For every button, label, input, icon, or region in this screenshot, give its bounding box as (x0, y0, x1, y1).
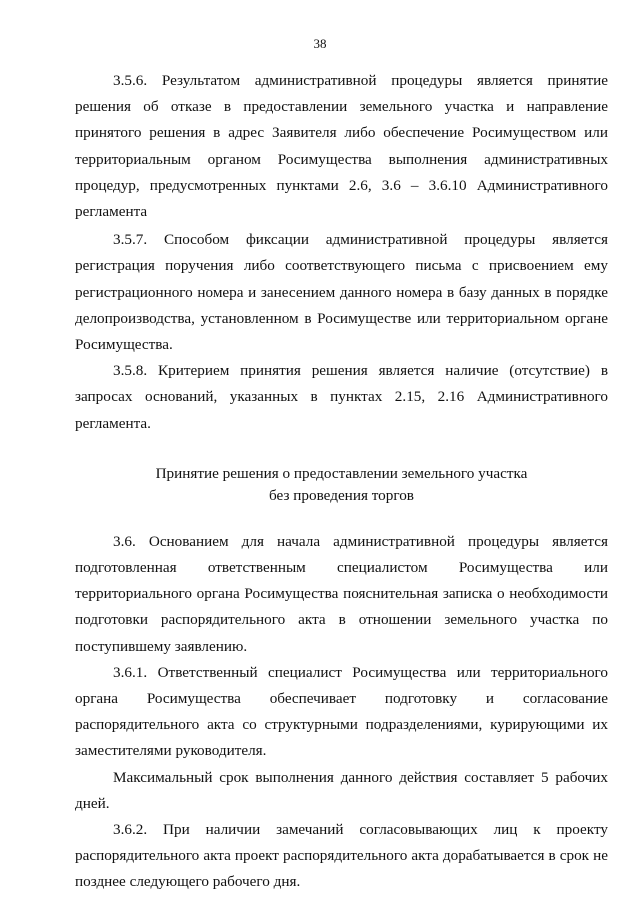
paragraph-3-6-1-term: Максимальный срок выполнения данного действия составляет 5 рабочих дней. (75, 768, 608, 812)
paragraph-3-5-6: 3.5.6. Результатом административной процедуры является принятие решения об отказе в предоставлении земельного участка и направление принятого решения в адрес Заявителя либо обеспечение Росимуществом или территориальным органом Росимущества выполнения административных процедур, предусмотренных пунктами 2.6, 3.6 – 3.6.10 Административного регламента (75, 72, 608, 221)
paragraph-3-6: 3.6. Основанием для начала административной процедуры является подготовленная ответственным специалистом Росимущества или территориального органа Росимущества пояснительная записка о необходимости подготовки распорядительного акта в отношении земельного участка по поступившему заявлению. (75, 532, 608, 655)
paragraph-3-6-1: 3.6.1. Ответственный специалист Росимущества или территориального органа Росимущества обеспечивает подготовку и согласование распорядительного акта со структурными подразделениями, курирующими их заместителями руководителя. (75, 663, 608, 760)
paragraph-3-5-8: 3.5.8. Критерием принятия решения является наличие (отсутствие) в запросах оснований, указанных в пунктах 2.15, 2.16 Административного регламента. (75, 362, 608, 432)
paragraph-3-6-2: 3.6.2. При наличии замечаний согласовывающих лиц к проекту распорядительного акта проект распорядительного акта дорабатывается в срок не позднее следующего рабочего дня. (75, 821, 608, 891)
paragraph-3-5-7: 3.5.7. Способом фиксации административной процедуры является регистрация поручения либо соответствующего письма с присвоением ему регистрационного номера и занесением данного номера в базу данных в порядке делопроизводства, установленном в Росимуществе или территориальном органе Росимущества. (75, 231, 608, 354)
page-number: 38 (313, 36, 327, 51)
section-heading (75, 463, 608, 507)
section-heading-line-1: Принятие решения о предоставлении земельного участка (155, 464, 528, 482)
section-heading-line-2: без проведения торгов (269, 486, 414, 504)
document-body (75, 68, 608, 896)
